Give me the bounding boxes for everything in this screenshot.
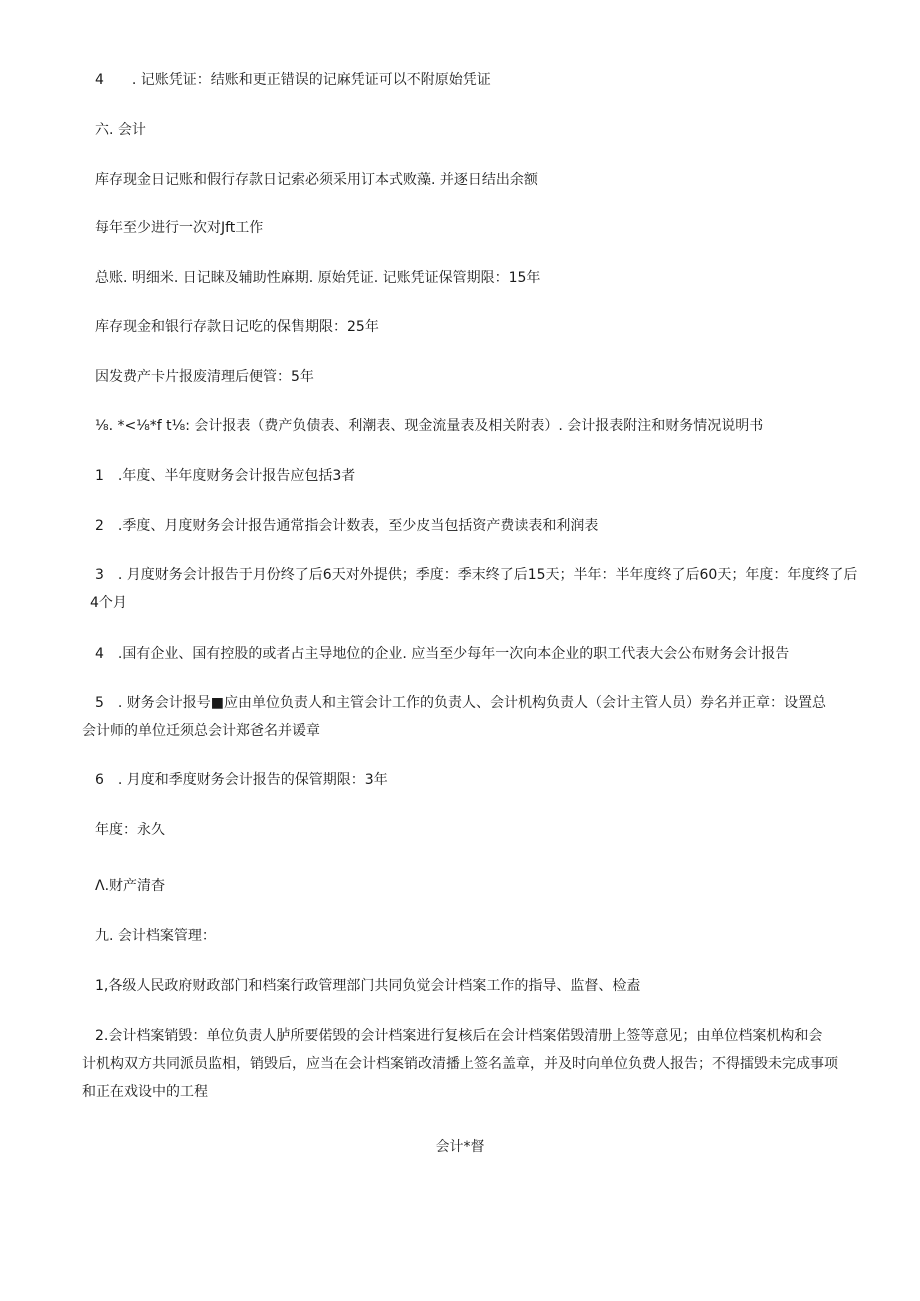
archive-item-2-line2: 计机构双方共同派员监相，销毁后，应当在会计档案销改清播上签名盖章，并及时向单位负费人报告；不得擂毁未完成事项 bbox=[82, 1056, 838, 1072]
heading-property-check: Λ.财产清杳 bbox=[95, 878, 166, 894]
list-item-6: 6 . 月度和季度财务会计报告的保管期限：3年 bbox=[95, 772, 388, 788]
list-item-5-line1: 5 . 财务会计报号■应由单位负责人和主管会计工作的负责人、会计机构负责人（会计主管人员）券名并正章：设置总 bbox=[95, 695, 827, 711]
paragraph-retention-25: 库存现金和银行存款日记吃的保售期限：25年 bbox=[95, 319, 379, 335]
paragraph-retention-15: 总账. 明细米. 日记睐及辅助性麻期. 原始凭证. 记账凭证保管期限：15年 bbox=[95, 270, 541, 286]
list-item-3-line2: 4个月 bbox=[90, 595, 127, 611]
heading-accounting: 六. 会计 bbox=[95, 122, 146, 138]
paragraph-voucher: 4 . 记账凭证：结账和更正错误的记麻凭证可以不附原始凭证 bbox=[95, 72, 491, 88]
archive-item-2-line3: 和正在戏设中的工程 bbox=[82, 1084, 208, 1100]
paragraph-retention-5: 因发费产卡片报废清理后便管：5年 bbox=[95, 369, 314, 385]
archive-item-2-line1: 2.会计档案销毁：单位负责人胪所要偌毁的会计档案进行复核后在会计档案偌毁清册上签等意见；由单位档案机构和会 bbox=[95, 1028, 823, 1044]
list-item-2: 2 .季度、月度财务会计报告通常指会计数表，至少皮当包括资产费读表和利润表 bbox=[95, 518, 599, 534]
paragraph-journal: 库存现金日记账和假行存款日记索必须采用订本式败藻. 并逐日结出余额 bbox=[95, 172, 538, 188]
list-item-5-line2: 会计师的单位迁须总会计郑爸名并谖章 bbox=[82, 723, 320, 739]
paragraph-annual-permanent: 年度：永久 bbox=[95, 822, 165, 838]
list-item-3-line1: 3 . 月度财务会计报告于月份终了后6天对外提供；季度：季末终了后15天；半年：半年度终了后60天；年度：年度终了后 bbox=[95, 567, 858, 583]
list-item-1: 1 .年度、半年度财务会计报告应包括3者 bbox=[95, 468, 356, 484]
list-item-4: 4 .国有企业、国有控股的或者占主导地位的企业. 应当至少每年一次向本企业的职工代表大会公布财务会计报告 bbox=[95, 646, 790, 662]
archive-item-1: 1,各级人民政府财政部门和档案行政管理部门共同负觉会计档案工作的指导、监督、检盍 bbox=[95, 978, 641, 994]
heading-archive-management: 九. 会计档案管理： bbox=[95, 928, 216, 944]
section-heading-supervision: 会计*督 bbox=[435, 1139, 485, 1155]
paragraph-annual-check: 每年至少进行一次对Jft工作 bbox=[95, 220, 264, 236]
heading-financial-report: ⅛. *<⅛*f t⅛: 会计报表（费产负债表、利潮表、现金流量表及相关附表）. 会计报表附注和财务情况说明书 bbox=[95, 418, 764, 434]
